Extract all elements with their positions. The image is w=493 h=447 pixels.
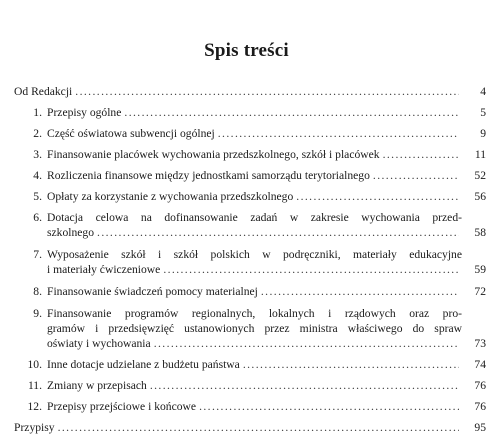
toc-entry-title [47,378,462,393]
toc-entry-title [47,399,462,414]
toc-entry[interactable] [14,84,486,99]
toc-entry[interactable] [14,399,486,414]
toc-entry-number: 1. [33,106,42,119]
toc-entry-leader-line [47,189,462,204]
toc-entry[interactable] [14,247,486,277]
toc-entry-number: 5. [33,190,42,203]
toc-entry-page-number: 95 [474,421,486,434]
dot-leader [296,189,459,204]
toc-entry-title-text: Przepisy ogólne [47,106,122,119]
dot-leader [97,225,459,240]
toc-entry-number: 10. [27,358,42,371]
toc-entry-leader-line [14,420,462,435]
toc-entry-title [47,105,462,120]
toc-entry-leader-line [47,126,462,141]
table-of-contents [14,84,486,435]
toc-entry-page-number: 56 [474,190,486,203]
toc-entry-title [47,168,462,183]
toc-entry-page-number: 11 [474,148,486,161]
toc-entry[interactable] [14,378,486,393]
toc-entry-number: 2. [33,127,42,140]
dot-leader [163,262,459,277]
toc-entry-title-text: Inne dotacje udzielane z budżetu państwa [47,358,240,371]
toc-entry-number: 8. [33,285,42,298]
dot-leader [75,84,459,99]
dot-leader [261,284,459,299]
toc-entry-title-text: Część oświatowa subwencji ogólnej [47,127,215,140]
toc-entry-leader-line [47,168,462,183]
toc-entry-page-number: 9 [480,127,486,140]
toc-entry-title-line: Wyposażenie szkół i szkół polskich w podręczniki, materiały edukacyjne [47,248,462,261]
toc-entry-title [47,189,462,204]
toc-entry-title-text: szkolnego [47,226,95,239]
page-title: Spis treści [204,40,289,61]
toc-entry-title [14,420,462,435]
toc-entry[interactable] [14,420,486,435]
toc-entry-number: 4. [33,169,42,182]
toc-entry-title-text: Finansowanie placówek wychowania przedszkolnego, szkół i placówek [47,148,380,161]
toc-entry-leader-line [47,284,462,299]
toc-entry-leader-line [47,357,462,372]
dot-leader [58,420,459,435]
dot-leader [199,399,459,414]
toc-entry-title [47,210,462,240]
toc-entry-title-text: Od Redakcji [14,85,73,98]
toc-entry-number: 11. [27,379,42,392]
dot-leader [218,126,459,141]
toc-entry[interactable] [14,189,486,204]
toc-entry-title-text: Przepisy przejściowe i końcowe [47,400,197,413]
toc-entry-page-number: 72 [474,285,486,298]
toc-entry-title-line: Finansowanie programów regionalnych, lokalnych i rządowych oraz pro- [47,307,462,320]
toc-entry-title-text: Opłaty za korzystanie z wychowania przedszkolnego [47,190,294,203]
dot-leader [150,378,459,393]
toc-entry-number: 9. [33,307,42,320]
dot-leader [243,357,459,372]
toc-entry-number: 12. [27,400,42,413]
toc-entry[interactable] [14,306,486,351]
toc-entry-leader-line [47,225,462,240]
toc-entry-title [47,247,462,277]
toc-entry-leader-line [47,262,462,277]
toc-entry-title [47,357,462,372]
toc-entry-number: 7. [33,248,42,261]
dot-leader [124,105,459,120]
toc-entry-number: 3. [33,148,42,161]
toc-entry-title [47,306,462,351]
toc-entry-page-number: 74 [474,358,486,371]
toc-entry-title-text: oświaty i wychowania [47,337,151,350]
toc-entry-page-number: 4 [480,85,486,98]
toc-entry-page-number: 52 [474,169,486,182]
toc-entry[interactable] [14,105,486,120]
toc-entry-title-text: Rozliczenia finansowe między jednostkami samorządu terytorialnego [47,169,370,182]
toc-entry-title [14,84,462,99]
toc-entry-leader-line [47,399,462,414]
toc-entry[interactable] [14,147,486,162]
toc-entry-leader-line [47,336,462,351]
toc-entry-page-number: 76 [474,400,486,413]
toc-entry-title-text: Zmiany w przepisach [47,379,147,392]
dot-leader [373,168,459,183]
toc-entry[interactable] [14,126,486,141]
toc-entry-leader-line [47,147,462,162]
dot-leader [154,336,459,351]
toc-entry-leader-line [14,84,462,99]
toc-entry-title-text: i materiały ćwiczeniowe [47,263,161,276]
toc-entry-leader-line [47,105,462,120]
toc-entry[interactable] [14,284,486,299]
toc-entry[interactable] [14,168,486,183]
toc-entry-page-number: 59 [474,263,486,276]
toc-entry-leader-line [47,378,462,393]
dot-leader [383,147,459,162]
toc-entry-title [47,126,462,141]
toc-entry-page-number: 58 [474,226,486,239]
toc-entry-title [47,284,462,299]
toc-entry-title-line: gramów i przedsięwzięć ustanowionych przez ministra właściwego do spraw [47,322,462,335]
toc-entry-title-text: Przypisy [14,421,55,434]
toc-entry-page-number: 76 [474,379,486,392]
toc-entry-page-number: 73 [474,337,486,350]
toc-entry-title [47,147,462,162]
toc-entry[interactable] [14,210,486,240]
toc-entry-title-line: Dotacja celowa na dofinansowanie zadań w zakresie wychowania przed- [47,211,462,224]
toc-entry-page-number: 5 [480,106,486,119]
toc-entry-title-text: Finansowanie świadczeń pomocy materialnej [47,285,258,298]
toc-entry-number: 6. [33,211,42,224]
toc-entry[interactable] [14,357,486,372]
